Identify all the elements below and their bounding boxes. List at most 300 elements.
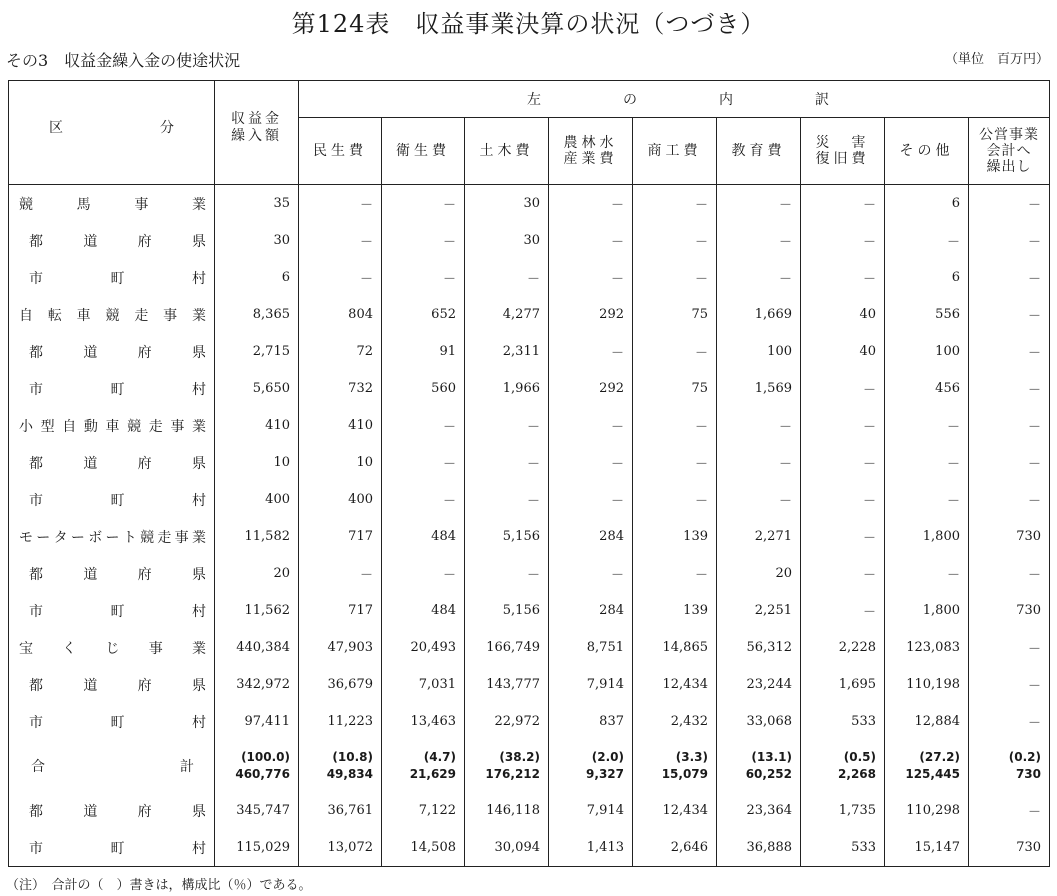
- table-row: [9, 407, 1050, 444]
- kubun-char: 分: [160, 119, 174, 136]
- cell-value: 23,364: [717, 792, 801, 829]
- kubun-char: 区: [49, 119, 63, 136]
- column-header: [465, 118, 549, 185]
- total-value: [633, 740, 717, 792]
- row-label-text-char: 県: [191, 233, 206, 250]
- row-label-text-char: 府: [137, 455, 152, 472]
- cell-value: －: [969, 792, 1050, 829]
- cell-value: －: [801, 518, 885, 555]
- cell-value: －: [717, 185, 801, 223]
- row-label: [9, 333, 215, 370]
- cell-value: 6: [215, 259, 299, 296]
- row-label-text-char: 県: [191, 566, 206, 583]
- column-header-line: 災 害: [815, 135, 870, 151]
- column-header-line: 衛生費: [396, 143, 450, 159]
- cell-value: 6: [885, 259, 969, 296]
- cell-value: －: [382, 481, 465, 518]
- row-label-text-char: 村: [192, 492, 206, 509]
- kubun-header: [9, 81, 215, 185]
- cell-value: 75: [633, 370, 717, 407]
- cell-value: 440,384: [215, 629, 299, 666]
- total-amount: 125,445: [905, 767, 960, 781]
- cell-value: 533: [801, 829, 885, 867]
- cell-value: 730: [969, 592, 1050, 629]
- column-header: [717, 118, 801, 185]
- cell-value: －: [382, 222, 465, 259]
- row-label-text-char: 市: [29, 270, 43, 287]
- row-label-text-char: 動: [83, 418, 98, 435]
- cell-value: 12,884: [885, 703, 969, 740]
- row-label-text-char: ト: [122, 529, 137, 546]
- cell-value: 1,966: [465, 370, 549, 407]
- column-header: [885, 118, 969, 185]
- row-label-text-char: 県: [191, 455, 206, 472]
- transfer-header-line: 繰入額: [231, 128, 282, 144]
- row-label-text-char: タ: [53, 529, 68, 546]
- cell-value: 400: [299, 481, 382, 518]
- cell-value: 484: [382, 592, 465, 629]
- column-header-line: 教育費: [731, 143, 786, 159]
- cell-value: 33,068: [717, 703, 801, 740]
- column-header: [382, 118, 465, 185]
- row-label-text-char: 走: [134, 307, 149, 324]
- cell-value: －: [801, 370, 885, 407]
- cell-value: 732: [299, 370, 382, 407]
- cell-value: 139: [633, 592, 717, 629]
- cell-value: －: [969, 222, 1050, 259]
- cell-value: 1,413: [549, 829, 633, 867]
- total-value: [215, 740, 299, 792]
- row-label-text-char: 型: [40, 418, 55, 435]
- cell-value: 342,972: [215, 666, 299, 703]
- cell-value: －: [969, 296, 1050, 333]
- cell-value: －: [801, 222, 885, 259]
- table-row: [9, 222, 1050, 259]
- total-value: [969, 740, 1050, 792]
- row-label-text-char: 都: [29, 233, 43, 250]
- cell-value: －: [885, 444, 969, 481]
- column-header-line: 繰出し: [986, 159, 1032, 175]
- cell-value: 11,582: [215, 518, 299, 555]
- row-label-text-char: 小: [19, 418, 33, 435]
- table-row: [9, 481, 1050, 518]
- cell-value: －: [633, 259, 717, 296]
- row-label-text: [29, 231, 206, 251]
- cell-value: －: [969, 629, 1050, 666]
- cell-value: 400: [215, 481, 299, 518]
- cell-value: 40: [801, 333, 885, 370]
- cell-value: －: [549, 222, 633, 259]
- cell-value: 410: [299, 407, 382, 444]
- cell-value: －: [969, 407, 1050, 444]
- cell-value: 91: [382, 333, 465, 370]
- cell-value: 97,411: [215, 703, 299, 740]
- row-label-text-char: 府: [137, 233, 152, 250]
- row-label-text: [19, 527, 206, 547]
- table-row: [9, 666, 1050, 703]
- cell-value: 2,646: [633, 829, 717, 867]
- cell-value: －: [382, 444, 465, 481]
- column-header-line: 商工費: [647, 143, 702, 159]
- cell-value: 7,914: [549, 792, 633, 829]
- row-label-text-char: 町: [110, 603, 125, 620]
- cell-value: 730: [969, 518, 1050, 555]
- row-label-text-char: 走: [148, 418, 163, 435]
- breakdown-char: 訳: [815, 92, 829, 108]
- row-label-text-char: 自: [19, 307, 33, 324]
- cell-value: 10: [215, 444, 299, 481]
- cell-value: 2,228: [801, 629, 885, 666]
- cell-value: 35: [215, 185, 299, 223]
- cell-value: －: [969, 370, 1050, 407]
- cell-value: －: [885, 407, 969, 444]
- row-label: [9, 185, 215, 223]
- cell-value: 75: [633, 296, 717, 333]
- cell-value: －: [382, 259, 465, 296]
- row-label-text-char: 車: [76, 307, 91, 324]
- total-amount: 730: [1015, 767, 1042, 781]
- cell-value: 30,094: [465, 829, 549, 867]
- row-label: [9, 666, 215, 703]
- cell-value: 6: [885, 185, 969, 223]
- cell-value: 292: [549, 296, 633, 333]
- cell-value: 730: [969, 829, 1050, 867]
- row-label-text-char: 業: [191, 196, 206, 213]
- cell-value: －: [465, 555, 549, 592]
- cell-value: 292: [549, 370, 633, 407]
- cell-value: －: [633, 222, 717, 259]
- column-header-line: 産業費: [563, 151, 618, 167]
- table-row: [9, 555, 1050, 592]
- cell-value: 10: [299, 444, 382, 481]
- total-amount: 9,327: [586, 767, 624, 781]
- cell-value: －: [969, 555, 1050, 592]
- cell-value: 652: [382, 296, 465, 333]
- row-label-text-char: 村: [192, 840, 206, 857]
- cell-value: －: [633, 185, 717, 223]
- cell-value: 804: [299, 296, 382, 333]
- table-row: [9, 444, 1050, 481]
- cell-value: 123,083: [885, 629, 969, 666]
- table-row: [9, 259, 1050, 296]
- cell-value: 837: [549, 703, 633, 740]
- row-label-text: [29, 712, 206, 732]
- cell-value: 30: [215, 222, 299, 259]
- cell-value: 100: [885, 333, 969, 370]
- cell-value: 1,669: [717, 296, 801, 333]
- kubun-label: [9, 117, 214, 137]
- total-value: [299, 740, 382, 792]
- total-row: [9, 740, 1050, 792]
- row-label-text: [29, 379, 206, 399]
- cell-value: 1,800: [885, 518, 969, 555]
- row-label-text: [19, 305, 206, 325]
- row-label-text-char: 市: [29, 603, 43, 620]
- table-subtitle: その3 収益金繰入金の使途状況: [6, 51, 241, 70]
- cell-value: 8,751: [549, 629, 633, 666]
- breakdown-char: の: [623, 92, 637, 108]
- row-label-text-char: 競: [19, 196, 33, 213]
- cell-value: －: [633, 444, 717, 481]
- column-header-line: 農林水: [563, 135, 618, 151]
- row-label-text-char: 道: [83, 803, 98, 820]
- row-label-text-char: 県: [191, 803, 206, 820]
- total-label-char: 計: [180, 759, 194, 775]
- cell-value: 2,715: [215, 333, 299, 370]
- row-label-text-char: 競: [105, 307, 120, 324]
- row-label-text-char: 村: [192, 714, 206, 731]
- cell-value: －: [299, 555, 382, 592]
- cell-value: 284: [549, 592, 633, 629]
- cell-value: －: [717, 222, 801, 259]
- total-ratio: (0.2): [1008, 750, 1042, 764]
- cell-value: －: [633, 407, 717, 444]
- total-sub-row: [9, 829, 1050, 867]
- cell-value: －: [885, 222, 969, 259]
- column-header-line: 公営事業: [979, 127, 1039, 143]
- cell-value: 20,493: [382, 629, 465, 666]
- row-label-text-char: ー: [105, 529, 120, 546]
- breakdown-char: 内: [719, 92, 733, 108]
- row-label-text-char: 馬: [76, 196, 91, 213]
- row-label-text-char: 道: [83, 344, 98, 361]
- cell-value: 533: [801, 703, 885, 740]
- row-label-text-char: 村: [192, 270, 206, 287]
- cell-value: －: [465, 407, 549, 444]
- column-header-line: 民生費: [313, 143, 367, 159]
- row-label-text: [29, 838, 206, 858]
- cell-value: －: [801, 555, 885, 592]
- row-label-text-char: 事: [170, 418, 185, 435]
- cell-value: －: [969, 666, 1050, 703]
- cell-value: 7,914: [549, 666, 633, 703]
- row-label-text-char: 自: [62, 418, 77, 435]
- cell-value: －: [801, 444, 885, 481]
- row-label-text-char: 村: [192, 603, 206, 620]
- row-label: [9, 518, 215, 555]
- cell-value: －: [549, 555, 633, 592]
- cell-value: －: [969, 703, 1050, 740]
- cell-value: 7,031: [382, 666, 465, 703]
- cell-value: 456: [885, 370, 969, 407]
- row-label-text-char: 事: [163, 307, 178, 324]
- row-label: [9, 296, 215, 333]
- header-row-top: [9, 81, 1050, 118]
- cell-value: －: [382, 407, 465, 444]
- total-ratio: (27.2): [919, 750, 960, 764]
- total-ratio: (38.2): [499, 750, 540, 764]
- cell-value: 717: [299, 518, 382, 555]
- cell-value: －: [801, 481, 885, 518]
- row-label-text: [29, 490, 206, 510]
- cell-value: 12,434: [633, 792, 717, 829]
- row-label-text-char: 市: [29, 381, 43, 398]
- cell-value: 717: [299, 592, 382, 629]
- cell-value: －: [885, 481, 969, 518]
- cell-value: －: [299, 185, 382, 223]
- column-header: [549, 118, 633, 185]
- transfer-header: [215, 81, 299, 185]
- cell-value: －: [717, 481, 801, 518]
- cell-value: －: [801, 592, 885, 629]
- total-value: [549, 740, 633, 792]
- cell-value: 11,562: [215, 592, 299, 629]
- table-row: [9, 185, 1050, 223]
- breakdown-header: [299, 81, 1050, 118]
- cell-value: 2,251: [717, 592, 801, 629]
- row-label: [9, 444, 215, 481]
- column-header-line: その他: [899, 143, 954, 159]
- row-label-text-char: 業: [191, 529, 206, 546]
- row-label-text-char: 県: [191, 344, 206, 361]
- row-label-text-char: 車: [105, 418, 120, 435]
- cell-value: 484: [382, 518, 465, 555]
- cell-value: 13,072: [299, 829, 382, 867]
- total-value: [801, 740, 885, 792]
- cell-value: －: [549, 259, 633, 296]
- row-label-text-char: 道: [83, 233, 98, 250]
- cell-value: 115,029: [215, 829, 299, 867]
- cell-value: 5,156: [465, 518, 549, 555]
- breakdown-char: 左: [527, 92, 541, 108]
- cell-value: 1,695: [801, 666, 885, 703]
- total-label-text: [31, 756, 194, 776]
- cell-value: －: [717, 259, 801, 296]
- cell-value: 47,903: [299, 629, 382, 666]
- total-amount: 49,834: [326, 767, 373, 781]
- row-label-text-char: 事: [148, 640, 163, 657]
- row-label-text-char: ー: [36, 529, 51, 546]
- row-label-text-char: 町: [110, 270, 125, 287]
- cell-value: －: [299, 259, 382, 296]
- row-label-text-char: ー: [70, 529, 85, 546]
- total-ratio: (10.8): [332, 750, 373, 764]
- cell-value: －: [549, 407, 633, 444]
- column-header: [299, 118, 382, 185]
- total-amount: 15,079: [661, 767, 708, 781]
- row-label-text-char: 村: [192, 381, 206, 398]
- row-label-text-char: 業: [192, 418, 206, 435]
- row-label-text-char: じ: [105, 640, 120, 657]
- cell-value: －: [633, 555, 717, 592]
- cell-value: 22,972: [465, 703, 549, 740]
- row-label-text: [19, 638, 206, 658]
- cell-value: 36,888: [717, 829, 801, 867]
- row-label-text-char: く: [62, 640, 77, 657]
- row-label-text-char: 町: [110, 492, 125, 509]
- unit-label: （単位 百万円）: [944, 52, 1049, 67]
- row-label-text-char: 道: [83, 455, 98, 472]
- total-label-char: 合: [31, 759, 45, 775]
- row-label-text-char: 走: [157, 529, 172, 546]
- cell-value: －: [801, 185, 885, 223]
- cell-value: －: [969, 481, 1050, 518]
- total-label: [9, 740, 215, 792]
- row-label-text: [29, 268, 206, 288]
- total-ratio: (3.3): [675, 750, 708, 764]
- cell-value: 20: [215, 555, 299, 592]
- cell-value: 5,156: [465, 592, 549, 629]
- row-label-text-char: 転: [47, 307, 62, 324]
- row-label-text-char: 道: [83, 566, 98, 583]
- cell-value: －: [969, 185, 1050, 223]
- row-label: [9, 792, 215, 829]
- total-value: [465, 740, 549, 792]
- cell-value: 14,508: [382, 829, 465, 867]
- cell-value: －: [717, 407, 801, 444]
- row-label-text-char: 競: [127, 418, 142, 435]
- cell-value: 110,298: [885, 792, 969, 829]
- row-label: [9, 222, 215, 259]
- cell-value: 11,223: [299, 703, 382, 740]
- table-row: [9, 518, 1050, 555]
- cell-value: 20: [717, 555, 801, 592]
- cell-value: 36,679: [299, 666, 382, 703]
- cell-value: －: [885, 555, 969, 592]
- total-amount: 2,268: [838, 767, 876, 781]
- cell-value: －: [299, 222, 382, 259]
- cell-value: －: [382, 555, 465, 592]
- cell-value: 166,749: [465, 629, 549, 666]
- row-label-text-char: 道: [83, 677, 98, 694]
- cell-value: －: [465, 259, 549, 296]
- cell-value: 4,277: [465, 296, 549, 333]
- cell-value: 1,735: [801, 792, 885, 829]
- cell-value: 5,650: [215, 370, 299, 407]
- cell-value: 72: [299, 333, 382, 370]
- row-label: [9, 703, 215, 740]
- row-label-text-char: 宝: [19, 640, 33, 657]
- cell-value: 2,311: [465, 333, 549, 370]
- column-header-line: 土木費: [479, 143, 534, 159]
- total-ratio: (2.0): [591, 750, 624, 764]
- row-label-text-char: 事: [174, 529, 189, 546]
- cell-value: 30: [465, 185, 549, 223]
- cell-value: 40: [801, 296, 885, 333]
- cell-value: 146,118: [465, 792, 549, 829]
- row-label-text-char: 都: [29, 803, 43, 820]
- total-ratio: (4.7): [423, 750, 456, 764]
- row-label-text-char: 競: [140, 529, 155, 546]
- row-label: [9, 481, 215, 518]
- cell-value: 13,463: [382, 703, 465, 740]
- row-label: [9, 629, 215, 666]
- cell-value: 110,198: [885, 666, 969, 703]
- row-label-text-char: 県: [191, 677, 206, 694]
- row-label-text-char: 府: [137, 677, 152, 694]
- total-sub-row: [9, 792, 1050, 829]
- row-label: [9, 829, 215, 867]
- cell-value: －: [969, 259, 1050, 296]
- row-label-text: [29, 601, 206, 621]
- row-label-text-char: 都: [29, 677, 43, 694]
- breakdown-label: [299, 89, 1049, 109]
- cell-value: －: [465, 444, 549, 481]
- cell-value: 12,434: [633, 666, 717, 703]
- row-label-text: [29, 801, 206, 821]
- cell-value: 14,865: [633, 629, 717, 666]
- cell-value: －: [549, 333, 633, 370]
- row-label: [9, 407, 215, 444]
- cell-value: 100: [717, 333, 801, 370]
- cell-value: －: [801, 407, 885, 444]
- column-header: [633, 118, 717, 185]
- row-label-text-char: 府: [137, 566, 152, 583]
- cell-value: 1,569: [717, 370, 801, 407]
- column-header-line: 会計へ: [986, 143, 1032, 159]
- total-amount: 460,776: [235, 767, 290, 781]
- total-ratio: (13.1): [751, 750, 792, 764]
